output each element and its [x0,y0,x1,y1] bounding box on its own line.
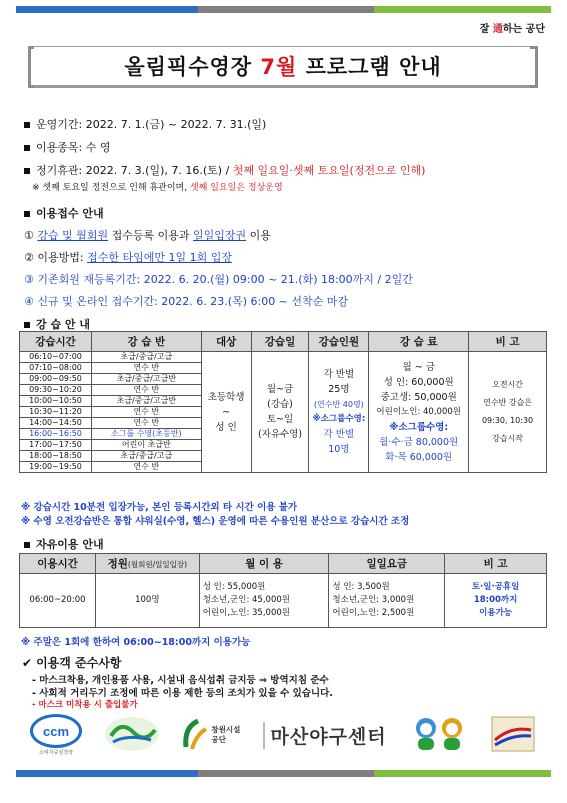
free-remark-line: 토·일·공휴일 [471,582,520,592]
closed-red-text: 첫째 일요일·셋째 토요일(정전으로 인해) [232,164,426,177]
title-pre: 올림픽수영장 [124,55,261,79]
bottom-bar-gray [198,770,375,777]
clean-city-logo-icon [103,714,161,754]
free-time-cell: 06:00~20:00 [20,574,96,628]
reception-item-3 [24,271,413,287]
bullet-square-icon [24,542,30,548]
free-title-line [24,536,104,552]
row-time: 16:00~16:50 [20,429,92,440]
row-class: 소그룹 수영(초등반) [91,429,201,440]
title-post: 프로그램 안내 [297,55,442,79]
remark-line: 09:30, 10:30 [481,416,534,425]
daily-line: 어린이,노인: 2,500원 [332,608,415,618]
row-time: 10:30~11:20 [20,407,92,418]
days-cell [251,352,309,473]
title-box [34,46,532,88]
class-note-1: ※ 강습시간 10분전 입장가능, 본인 등록시간외 타 시간 이용 불가 [21,502,298,513]
free-capacity-cell: 100명 [95,574,199,628]
capacity-line: 각 반별 [323,429,355,440]
top-bar-blue [16,6,198,13]
row-time: 07:10~08:00 [20,363,92,374]
free-remark-line: 이용가능 [479,608,513,618]
sport-text: 이용종목: 수 영 [36,141,111,154]
capacity-line: (연수반 40명) [313,400,364,409]
rec1-c: 일일입장권 [193,229,247,242]
rec2-a: 이용방법: [37,251,88,264]
changwon-logo [182,718,241,752]
free-title: 자유이용 안내 [36,538,104,551]
capacity-header-sub: (월회원/일일입장) [127,560,188,569]
rules-title: 이용객 준수사항 [36,656,122,670]
capacity-header-text: 정원 [107,558,128,570]
row-time: 19:00~19:50 [20,462,92,473]
days-line: 토~일 [266,414,294,425]
slogan-highlight: 通 [492,24,503,35]
row-time: 18:00~18:50 [20,451,92,462]
slogan-post: 하는 공단 [502,24,545,35]
bullet-square-icon [24,211,30,217]
rec2-b: 접수한 타임에만 1일 1회 입장 [87,251,232,264]
days-line: (강습) [267,399,293,410]
bullet-square-icon [24,145,30,151]
bullet-square-icon [24,122,30,128]
ccm-logo-sub: 소비자중심경영 [39,750,73,756]
row-class: 초급/중급/고급반 [91,396,201,407]
row-time: 06:10~07:00 [20,352,92,363]
target-cell [201,352,251,473]
target-line: 성 인 [215,421,237,433]
col-header-fee: 강 습 료 [369,332,469,352]
free-note: ※ 주말은 1회에 한하여 06:00~18:00까지 이용가능 [21,637,251,648]
col-header-remark: 비 고 [445,554,547,574]
free-remark-line: 18:00까지 [473,595,518,605]
capacity-line: 10명 [328,444,350,455]
fee-cell [369,352,469,473]
free-table-header [20,554,547,574]
changwon-emblem-icon [182,717,208,753]
slogan [480,20,545,35]
reception-item-2 [24,249,232,265]
row-class: 연수 반 [91,418,201,429]
top-bar-gray [198,6,375,13]
monthly-line: 어린이,노인: 35,000원 [202,608,290,618]
rule-item: - 사회적 거리두기 조정에 따른 이용 제한 등의 조치가 있을 수 있습니다. [32,688,333,699]
flag-emblem [491,716,535,755]
top-color-bar [16,6,551,13]
col-header-remark: 비 고 [469,332,547,352]
rec1-b: 접수등록 이용과 [108,229,193,242]
row-time: 14:00~14:50 [20,418,92,429]
fee-line: 월·수·금 80,000원 [379,436,459,448]
bottom-bar-green [374,770,551,777]
row-class: 초급/중급/고급 [91,451,201,462]
col-header-daily: 일일요금 [329,554,445,574]
remark-line: 연수반 강습은 [483,398,533,407]
daily-line: 청소년,군인: 3,000원 [332,595,415,605]
free-table [19,553,547,628]
bullet-square-icon [24,168,30,174]
closed-line [24,162,425,178]
days-line: 월~금 [266,384,294,395]
row-class: 연수 반 [91,407,201,418]
row-class: 연수 반 [91,462,201,473]
remark-line: 강습시작 [492,434,524,443]
title-month: 7월 [260,55,298,79]
title-banner [28,46,538,88]
period-line [24,116,266,132]
flag-emblem-icon [491,716,535,752]
remark-cell [469,352,547,473]
col-header-capacity: 강습인원 [309,332,369,352]
fee-line: 화·목 60,000원 [385,451,453,463]
class-note-2: ※ 수영 오전강습반은 통합 샤워실(수영, 헬스) 운영에 따른 수용인원 분산으로 강습시간 조정 [21,516,410,527]
reception-item-1 [24,227,271,243]
col-header-capacity [95,554,199,574]
target-line: 초등학생 [207,391,245,403]
fee-line: 어린이노인: 40,000원 [376,406,461,417]
ccm-logo-mark: ccm [30,714,82,748]
baseball-center-logo: 마산야구센터 [263,722,387,749]
rec1-num: ① [24,229,34,242]
class-table [19,331,547,473]
capacity-line: 25명 [328,384,350,395]
rule-warning: - 마스크 미착용 시 출입불가 [32,700,138,710]
class-table-header [20,332,547,352]
row-class: 연수 반 [91,363,201,374]
row-class: 초급/중급/고급 [91,352,201,363]
capacity-cell [309,352,369,473]
rec2-num: ② [24,251,34,264]
monthly-line: 청소년,군인: 45,000원 [202,595,290,605]
mascot-logo [408,714,470,757]
rec3-text: ③ 기존회원 재등록기간: 2022. 6. 20.(월) 09:00 ~ 21.(화) 18:00까지 / 2일간 [24,273,413,286]
rec4-text: ④ 신규 및 온라인 접수기간: 2022. 6. 23.(목) 6:00 ~ 선착순 마감 [24,295,349,308]
sport-line [24,139,110,155]
rec1-a: 강습 및 월회원 [37,229,109,242]
rules-title-line [22,654,121,671]
closed-note-red: 셋째 일요일은 정상운영 [189,183,283,193]
class-title-line [24,316,90,332]
free-remark-cell [445,574,547,628]
target-line: ~ [222,406,231,418]
bottom-bar-blue [16,770,198,777]
col-header-days: 강습일 [251,332,309,352]
row-class: 연수 반 [91,385,201,396]
fee-line: 중고생: 50,000원 [380,391,457,403]
col-header-time: 강습시간 [20,332,92,352]
monthly-line: 성 인: 55,000원 [202,582,266,592]
row-time: 09:00~09:50 [20,374,92,385]
class-title: 강 습 안 내 [36,318,90,331]
page-title [124,51,441,81]
bottom-color-bar [16,770,551,777]
free-monthly-cell [199,574,329,628]
mascot-icon [408,714,470,754]
row-class: 초급/중급/고급반 [91,374,201,385]
col-header-time: 이용시간 [20,554,96,574]
period-text: 운영기간: 2022. 7. 1.(금) ~ 2022. 7. 31.(일) [36,118,267,131]
remark-line: 오전시간 [492,380,524,389]
right-bracket [530,46,538,88]
reception-title: 이용접수 안내 [36,207,104,220]
bullet-square-icon [24,322,30,328]
footer-logos [30,712,535,758]
table-row [20,574,547,628]
fee-line: 월 ~ 금 [402,361,435,373]
row-time: 17:00~17:50 [20,440,92,451]
table-row [20,352,547,363]
slogan-pre: 잘 [479,24,493,35]
col-header-class: 강 습 반 [91,332,201,352]
reception-title-line [24,205,104,221]
closed-text: 정기휴관: 2022. 7. 3.(일), 7. 16.(토) / [36,164,233,177]
row-time: 09:30~10:20 [20,385,92,396]
col-header-target: 대상 [201,332,251,352]
fee-line: ※소그룹수영: [389,421,449,433]
top-bar-green [374,6,551,13]
fee-line: 성 인: 60,000원 [383,376,454,388]
closed-note-text: ※ 셋째 토요일 정전으로 인해 휴관이며, [32,183,190,193]
free-daily-cell [329,574,445,628]
col-header-monthly: 월 이 용 [199,554,329,574]
reception-item-4 [24,293,348,309]
daily-line: 성 인: 3,500원 [332,582,390,592]
rec1-d: 이용 [246,229,271,242]
capacity-line: 각 반별 [323,369,355,380]
closed-note [32,180,283,193]
rule-item: - 마스크착용, 개인용품 사용, 시설내 음식섭취 금지등 ⇒ 방역지침 준수 [32,675,329,686]
row-time: 10:00~10:50 [20,396,92,407]
days-line: (자유수영) [257,429,303,440]
capacity-line: ※소그룹수영: [312,414,366,424]
clean-city-logo [103,714,161,757]
changwon-logo-text: 창원시설공단 [211,725,241,744]
ccm-logo [30,714,82,756]
check-icon: ✔ [22,656,33,670]
row-class: 어린이 초급반 [91,440,201,451]
